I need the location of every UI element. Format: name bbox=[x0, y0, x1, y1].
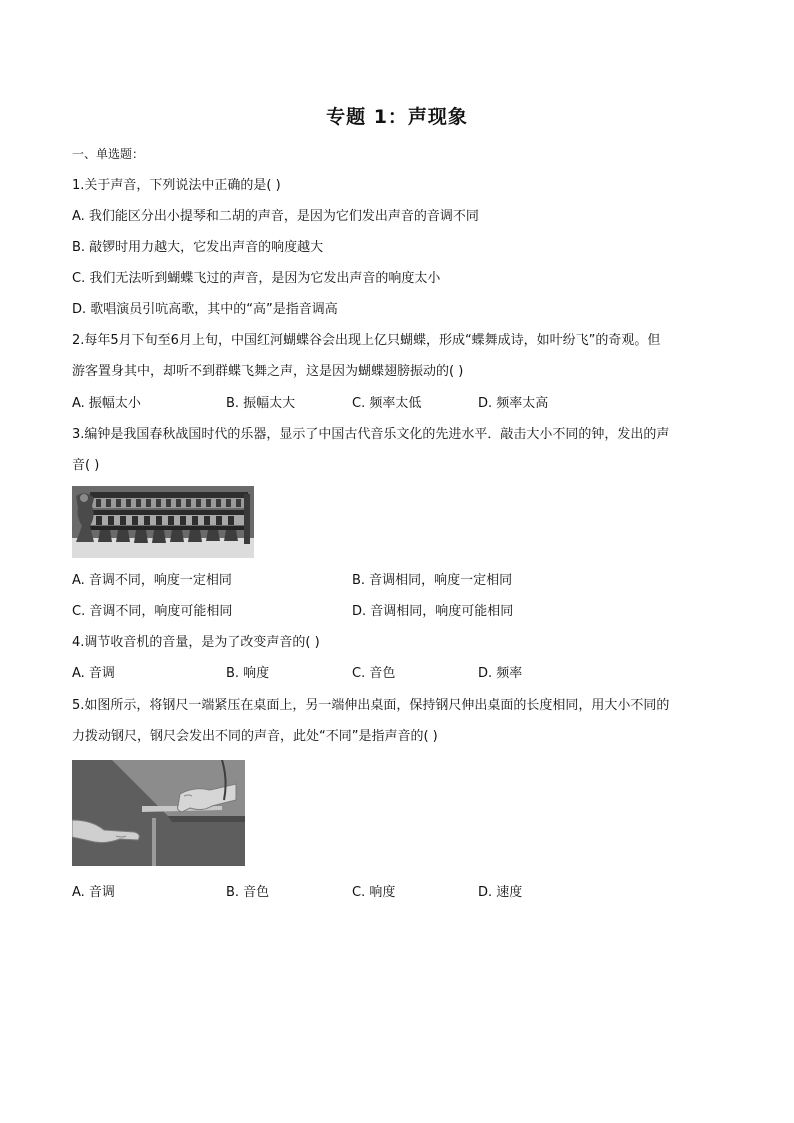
question-3-option-d: D. 音调相同，响度可能相同 bbox=[352, 604, 514, 619]
question-5-option-c: C. 响度 bbox=[352, 885, 396, 900]
question-3-option-b: B. 音调相同，响度一定相同 bbox=[352, 573, 513, 588]
question-5-option-b: B. 音色 bbox=[226, 885, 270, 900]
question-3-option-c: C. 音调不同，响度可能相同 bbox=[72, 604, 233, 619]
steel-ruler-illustration bbox=[72, 760, 245, 866]
section-heading: 一、单选题： bbox=[72, 147, 145, 161]
question-1-option-d: D. 歌唱演员引吭高歌，其中的“高”是指音调高 bbox=[72, 302, 338, 317]
question-1-option-b: B. 敲锣时用力越大，它发出声音的响度越大 bbox=[72, 240, 324, 255]
chime-bells-figure bbox=[72, 486, 254, 558]
question-2-option-d: D. 频率太高 bbox=[478, 396, 549, 411]
chime-bells-illustration bbox=[72, 486, 254, 558]
steel-ruler-figure bbox=[72, 760, 245, 866]
question-4-option-b: B. 响度 bbox=[226, 666, 270, 681]
question-5-stem-line-1: 5.如图所示，将钢尺一端紧压在桌面上，另一端伸出桌面，保持钢尺伸出桌面的长度相同，用大小不同的 bbox=[72, 698, 670, 713]
question-3-stem-line-2: 音( ) bbox=[72, 458, 100, 473]
question-4-option-c: C. 音色 bbox=[352, 666, 396, 681]
question-2-option-a: A. 振幅太小 bbox=[72, 396, 141, 411]
question-3-option-a: A. 音调不同，响度一定相同 bbox=[72, 573, 232, 588]
question-3-stem-line-1: 3.编钟是我国春秋战国时代的乐器，显示了中国古代音乐文化的先进水平．敲击大小不同的钟，发出的声 bbox=[72, 427, 670, 442]
question-4-option-d: D. 频率 bbox=[478, 666, 523, 681]
question-1-option-c: C. 我们无法听到蝴蝶飞过的声音，是因为它发出声音的响度太小 bbox=[72, 271, 441, 286]
question-5-stem-line-2: 力拨动钢尺，钢尺会发出不同的声音，此处“不同”是指声音的( ) bbox=[72, 729, 438, 744]
question-2-option-c: C. 频率太低 bbox=[352, 396, 422, 411]
question-5-option-a: A. 音调 bbox=[72, 885, 115, 900]
question-4-option-a: A. 音调 bbox=[72, 666, 115, 681]
question-1-option-a: A. 我们能区分出小提琴和二胡的声音，是因为它们发出声音的音调不同 bbox=[72, 209, 479, 224]
question-2-stem-line-1: 2.每年5月下旬至6月上旬，中国红河蝴蝶谷会出现上亿只蝴蝶，形成“蝶舞成诗，如叶纷飞”的奇观。但 bbox=[72, 333, 661, 348]
question-2-option-b: B. 振幅太大 bbox=[226, 396, 296, 411]
page-title: 专题 1：声现象 bbox=[326, 106, 468, 128]
question-2-stem-line-2: 游客置身其中，却听不到群蝶飞舞之声，这是因为蝴蝶翅膀振动的( ) bbox=[72, 364, 464, 379]
question-5-option-d: D. 速度 bbox=[478, 885, 523, 900]
question-4-stem: 4.调节收音机的音量，是为了改变声音的( ) bbox=[72, 635, 320, 650]
question-1-stem: 1.关于声音，下列说法中正确的是( ) bbox=[72, 178, 281, 193]
